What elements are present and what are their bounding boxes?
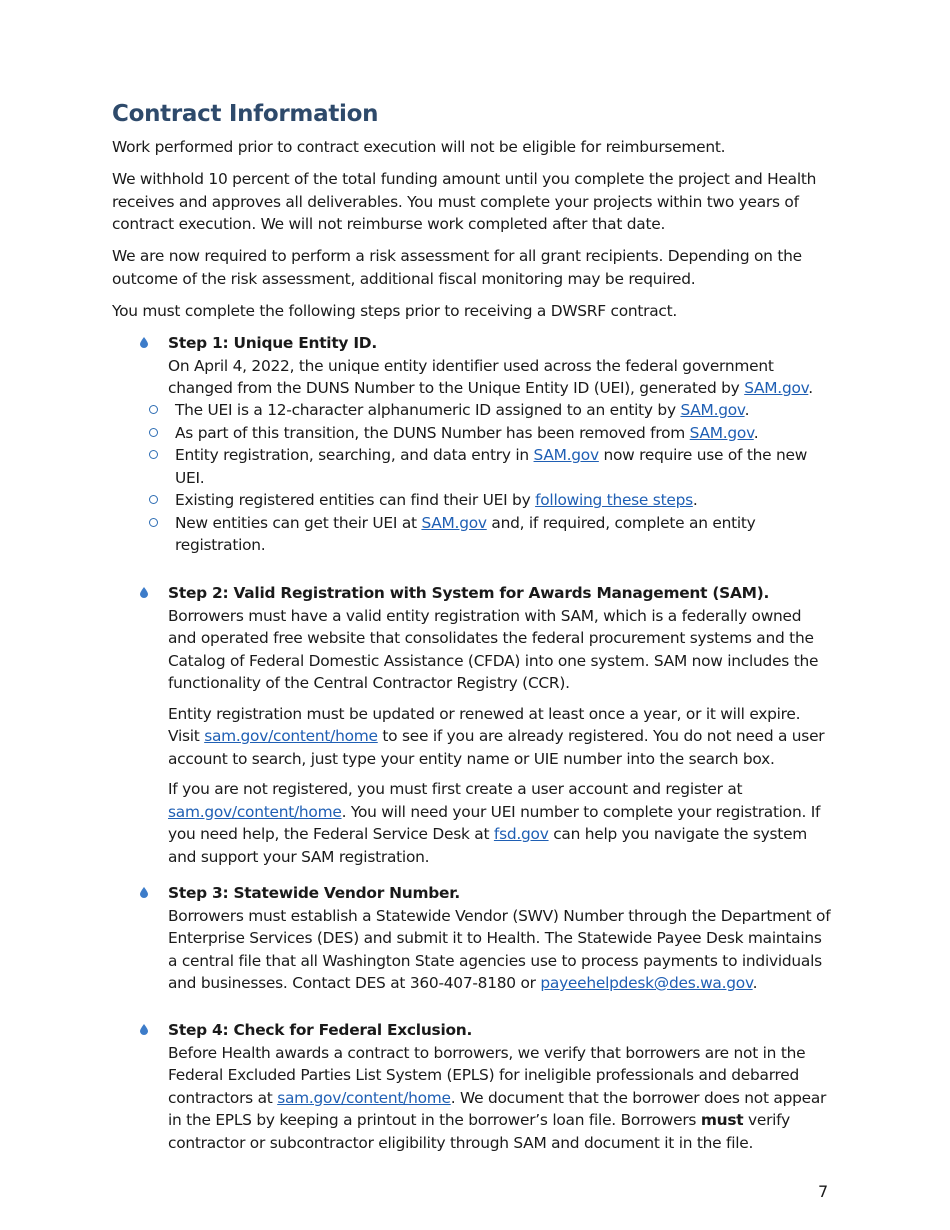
intro-paragraph-3: We are now required to perform a risk assessment for all grant recipients. Depending on the outcome of the risk assessment, additional fiscal monitoring may be required. (112, 247, 802, 288)
sam-gov-link[interactable]: SAM.gov (744, 379, 809, 397)
open-circle-icon (149, 495, 158, 504)
step-2-paragraph-1: Borrowers must have a valid entity registration with SAM, which is a federally owned and operated free website that consolidates the federal procurement systems and the Catalog of Federal Domestic Assistance (CFDA) into one system. SAM now includes the functionality of the Central Contractor Registry (CCR). (168, 606, 819, 692)
step-4-content (168, 1019, 834, 1154)
page-number: 7 (818, 1182, 829, 1201)
open-circle-icon (149, 450, 158, 459)
sam-home-link[interactable]: sam.gov/content/home (204, 727, 378, 745)
list-item: New entities can get their UEI at SAM.gov and, if required, complete an entity registration. (140, 512, 840, 557)
step-3-title: Step 3: Statewide Vendor Number. (168, 884, 460, 902)
intro-paragraph-2: We withhold 10 percent of the total funding amount until you complete the project and Health receives and approves all deliverables. You must complete your projects within two years of contract execution. We will not reimburse work completed after that date. (112, 170, 817, 233)
sam-gov-link[interactable]: SAM.gov (680, 401, 745, 419)
sam-home-link[interactable]: sam.gov/content/home (277, 1088, 451, 1107)
step-4-title: Step 4: Check for Federal Exclusion. (168, 1021, 473, 1039)
water-drop-icon (140, 587, 148, 598)
sam-gov-link[interactable]: SAM.gov (689, 423, 754, 442)
open-circle-icon (149, 405, 158, 414)
following-steps-link[interactable]: following these steps (535, 491, 693, 509)
step-1-text: On April 4, 2022, the unique entity identifier used across the federal government changed from the DUNS Number to the Unique Entity ID (UEI), generated by SAM.gov. (168, 356, 813, 397)
payee-email-link[interactable]: payeehelpdesk@des.wa.gov (540, 974, 753, 992)
list-item: The UEI is a 12-character alphanumeric ID assigned to an entity by SAM.gov. (140, 399, 840, 422)
step-1-title: Step 1: Unique Entity ID. (168, 334, 377, 352)
water-drop-icon (140, 887, 148, 898)
intro-paragraph-1: Work performed prior to contract execution will not be eligible for reimbursement. (112, 138, 726, 156)
fsd-gov-link[interactable]: fsd.gov (493, 825, 549, 843)
step-3-content (168, 882, 834, 995)
step-3-paragraph: Borrowers must establish a Statewide Vendor (SWV) Number through the Department of Enterprise Services (DES) and submit it to Health. The Statewide Payee Desk maintains a central file that all Washington State agencies use to process payments to individuals and businesses. Contact DES at 360-407-8180 or payeehelpdesk@des.wa.gov. (168, 906, 831, 992)
sam-home-link[interactable]: sam.gov/content/home (168, 802, 342, 821)
step-4-paragraph: Before Health awards a contract to borrowers, we verify that borrowers are not in the Federal Excluded Parties List System (EPLS) for ineligible professionals and debarred contractors at sam.gov/content/home. We document that the borrower does not appear in the EPLS by keeping a printout in the borrower’s loan file. Borrowers must verify contractor or subcontractor eligibility through SAM and document it in the file. (168, 1043, 827, 1152)
step-2-paragraph-2: Entity registration must be updated or renewed at least once a year, or it will expire. Visit sam.gov/content/home to see if you are already registered. You do not need a user account to search, just type your entity name or UIE number into the search box. (168, 704, 825, 768)
list-item: As part of this transition, the DUNS Number has been removed from SAM.gov. (140, 422, 840, 445)
list-item: Entity registration, searching, and data entry in SAM.gov now require use of the new UEI. (140, 444, 840, 489)
list-item: Existing registered entities can find their UEI by following these steps. (140, 489, 840, 512)
sam-gov-link[interactable]: SAM.gov (533, 446, 599, 464)
step-2-paragraph-3: If you are not registered, you must first create a user account and register at sam.gov/content/home. You will need your UEI number to complete your registration. If you need help, the Federal Service Desk at fsd.gov can help you navigate the system and support your SAM registration. (168, 780, 821, 866)
step-1-content (168, 332, 834, 400)
step-2-content (168, 582, 834, 868)
step-2-title: Step 2: Valid Registration with System for Awards Management (SAM). (168, 584, 770, 602)
intro-paragraph-4: You must complete the following steps prior to receiving a DWSRF contract. (112, 302, 678, 320)
sam-gov-link[interactable]: SAM.gov (421, 513, 487, 532)
water-drop-icon (140, 1024, 148, 1035)
open-circle-icon (149, 518, 158, 527)
step-1-sub-list (140, 399, 840, 557)
open-circle-icon (149, 428, 158, 437)
water-drop-icon (140, 337, 148, 348)
page-title: Contract Information (112, 101, 379, 127)
